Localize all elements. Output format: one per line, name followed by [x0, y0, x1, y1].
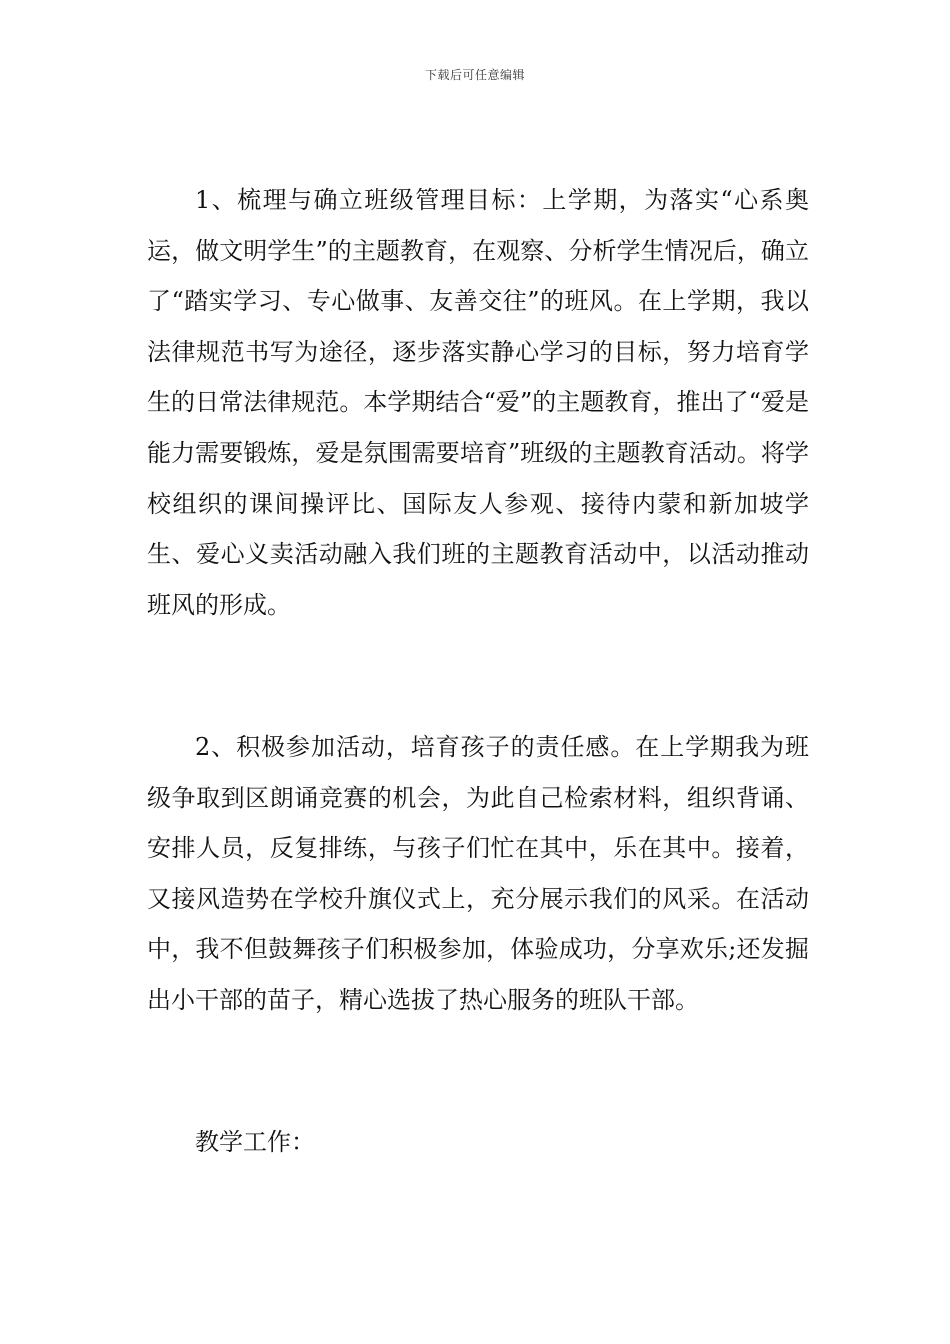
paragraph-class-management-goals: 1、梳理与确立班级管理目标：上学期，为落实“心系奥运，做文明学生”的主题教育，在观察、分析学生情况后，确立了“踏实学习、专心做事、友善交往”的班风。在上学期，我以法律规范书写为途径，逐步落实静心学习的目标，努力培育学生的日常法律规范。本学期结合“爱”的主题教育，推出了“爱是能力需要锻炼，爱是氛围需要培育”班级的主题教育活动。将学校组织的课间操评比、国际友人参观、接待内蒙和新加坡学生、爱心义卖活动融入我们班的主题教育活动中，以活动推动班风的形成。 [147, 186, 809, 619]
section-heading-teaching-work: 教学工作： [195, 1128, 315, 1156]
page-header-note: 下载后可任意编辑 [424, 68, 525, 82]
paragraph-activities-responsibility: 2、积极参加活动，培育孩子的责任感。在上学期我为班级争取到区朗诵竞赛的机会，为此自己检索材料，组织背诵、安排人员，反复排练，与孩子们忙在其中，乐在其中。接着，又接风造势在学校升旗仪式上，充分展示我们的风采。在活动中，我不但鼓舞孩子们积极参加，体验成功，分享欢乐;还发掘出小干部的苗子，精心选拔了热心服务的班队干部。 [147, 733, 809, 1014]
